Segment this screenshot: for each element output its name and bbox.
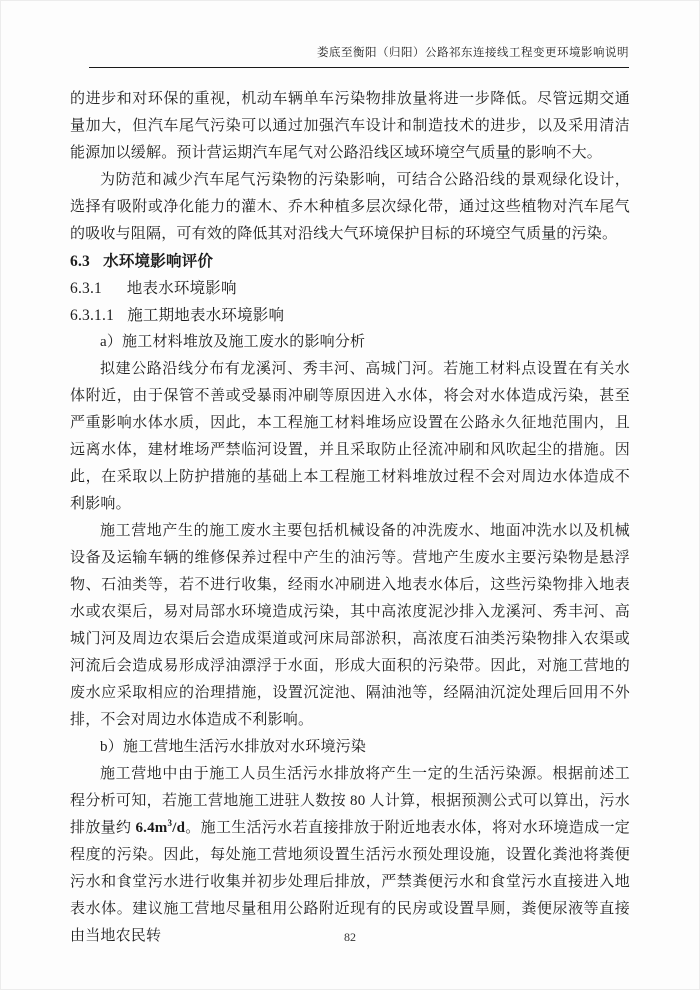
- paragraph-construction-wastewater: 施工营地产生的施工废水主要包括机械设备的冲洗废水、地面冲洗水以及机械设备及运输车辆的维修保养过程中产生的油污等。营地产生废水主要污染物是悬浮物、石油类等，若不进行收集，经雨水冲刷进入地表水体后，这些污染物排入地表水或农渠后，易对局部水环境造成污染，其中高浓度泥沙排入龙溪河、秀丰河、高城门河及周边农渠后会造成渠道或河床局部淤积，高浓度石油类污染物排入农渠或河流后会造成易形成浮油漂浮于水面，形成大面积的污染带。因此，对施工营地的废水应采取相应的治理措施，设置沉淀池、隔油池等，经隔油沉淀处理后回用不外排，不会对周边水体造成不利影响。: [70, 523, 630, 728]
- running-head-title: 娄底至衡阳（归阳）公路祁东连接线工程变更环境影响说明: [317, 47, 629, 59]
- text-segment-lead: 施工营地中由于施工人员生活污水排放将产生一定的生活污染源。根据前述工程分析可知，若施工营地施工进驻人数按 80 人计算，根据预测公式可以算出，污水排放量约: [70, 766, 630, 836]
- heading-number: 6.3: [70, 253, 90, 270]
- paragraph-domestic-sewage: [70, 761, 630, 950]
- heading-title: 水环境影响评价: [103, 253, 214, 270]
- value-unit: /d: [172, 820, 186, 836]
- page-footer: [1, 930, 699, 945]
- heading-6-3-water-environment: [70, 248, 630, 275]
- heading-6-3-1-1-construction-period: [70, 302, 630, 329]
- sub-item-a-materials-wastewater: a）施工材料堆放及施工废水的影响分析: [100, 334, 366, 350]
- sub-item-b-domestic-sewage: b）施工营地生活污水排放对水环境污染: [100, 739, 367, 755]
- paragraph-exhaust-continuation: 的进步和对环保的重视，机动车辆单车污染物排放量将进一步降低。尽管远期交通量加大，但汽车尾气污染可以通过加强汽车设计和制造技术的进步，以及采用清洁能源加以缓解。预计营运期汽车尾气对公路沿线区域环境空气质量的影响不大。: [70, 91, 630, 161]
- heading-title: 施工期地表水环境影响: [127, 307, 285, 324]
- header-rule: [89, 67, 629, 68]
- value-superscript: 3: [167, 818, 173, 828]
- document-body: [70, 86, 630, 950]
- page-number: 82: [344, 930, 356, 944]
- paragraph-greening-measures: 为防范和减少汽车尾气污染物的污染影响，可结合公路沿线的景观绿化设计，选择有吸附或净化能力的灌木、乔木种植多层次绿化带，通过这些植物对汽车尾气的吸收与阻隔，可有效的降低其对沿线大气环境保护目标的环境空气质量的污染。: [70, 172, 630, 242]
- paragraph-material-stockpile: 拟建公路沿线分布有龙溪河、秀丰河、高城门河。若施工材料点设置在有关水体附近，由于保管不善或受暴雨冲刷等原因进入水体，将会对水体造成污染，甚至严重影响水体水质，因此，本工程施工材料堆场应设置在公路永久征地范围内，且远离水体，建材堆场严禁临河设置，并且采取防止径流冲刷和风吹起尘的措施。因此，在采取以上防护措施的基础上本工程施工材料堆放过程不会对周边水体造成不利影响。: [70, 361, 630, 512]
- heading-title: 地表水环境影响: [126, 280, 237, 297]
- heading-number: 6.3.1: [70, 280, 102, 297]
- sewage-volume-value: [135, 820, 185, 836]
- page-header: [1, 1, 699, 68]
- text-segment-tail: 。施工生活污水若直接排放于附近地表水体，将对水环境造成一定程度的污染。因此，每处施工营地须设置生活污水预处理设施，设置化粪池将粪便污水和食堂污水进行收集并初步处理后排放，严禁粪便污水和食堂污水直接进入地表水体。建议施工营地尽量租用公路附近现有的民房或设置旱厕，粪便尿液等直接由当地农民转: [70, 820, 630, 944]
- heading-number: 6.3.1.1: [70, 307, 115, 324]
- value-base: 6.4m: [135, 820, 168, 836]
- heading-6-3-1-surface-water: [70, 275, 630, 302]
